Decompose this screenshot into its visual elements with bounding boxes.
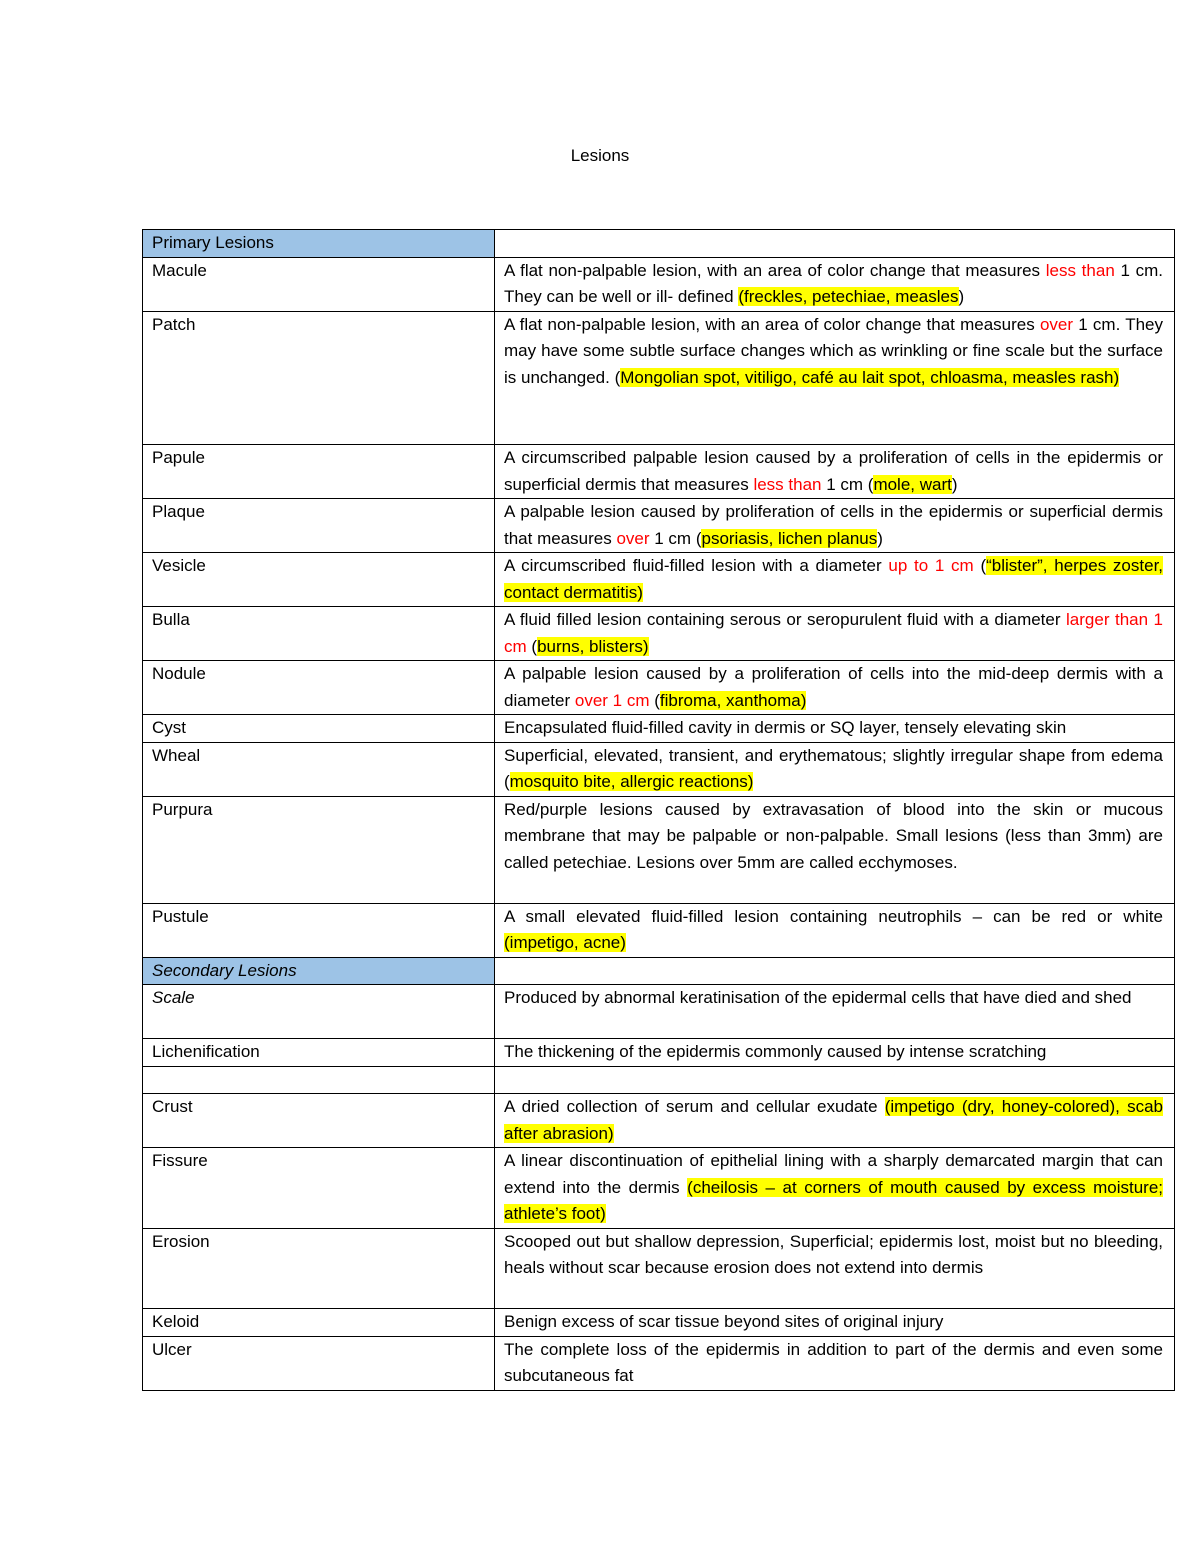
lesion-term: [143, 742, 495, 796]
size-emphasis: less than: [1045, 260, 1115, 280]
definition-text: A linear discontinuation of epithelial lining with a sharply demarcated margin that can extend into the dermis: [504, 1151, 1163, 1197]
lesion-term-text: Secondary Lesions: [152, 960, 297, 980]
table-row: [143, 903, 1175, 957]
lesion-term-text: Vesicle: [152, 556, 206, 575]
lesion-term: [143, 796, 495, 903]
definition-text: A fluid filled lesion containing serous or seropurulent fluid with a diameter: [504, 610, 1067, 629]
lesion-term-text: Keloid: [152, 1312, 200, 1331]
definition-text: A circumscribed palpable lesion caused by a proliferation of cells in the epidermis or superficial dermis that measures: [504, 448, 1163, 494]
lesion-term: [143, 1336, 495, 1390]
lesion-definition: [495, 1039, 1175, 1067]
section-header-row: [143, 230, 1175, 258]
lesion-term: [143, 1309, 495, 1337]
lesion-term-text: Primary Lesions: [152, 233, 274, 252]
lesion-definition: [495, 1094, 1175, 1148]
definition-text: Scooped out but shallow depression, Superficial; epidermis lost, moist but no bleeding, heals without scar because erosion does not extend into dermis: [504, 1231, 1163, 1277]
table-row: [143, 257, 1175, 311]
definition-text: A palpable lesion caused by a proliferation of cells into the mid-deep dermis with a diameter: [504, 664, 1163, 710]
page-title: Lesions: [570, 146, 630, 165]
definition-text: Red/purple lesions caused by extravasation of blood into the skin or mucous membrane that may be palpable or non-palpable. Small lesions (less than 3mm) are called petechiae. Lesions over 5mm are called ecchymoses.: [504, 799, 1163, 872]
definition-text: Superficial, elevated, transient, and erythematous; slightly irregular shape from edema (: [504, 745, 1163, 791]
lesion-definition: [495, 1066, 1175, 1094]
definition-text: 1 cm (: [821, 474, 874, 494]
size-emphasis: up to 1 cm: [888, 556, 974, 575]
example-highlight: Mongolian spot, vitiligo, café au lait spot, chloasma, measles rash): [620, 367, 1120, 387]
size-emphasis: less than: [753, 474, 822, 494]
definition-text: The complete loss of the epidermis in addition to part of the dermis and even some subcutaneous fat: [504, 1339, 1163, 1385]
lesion-term-text: Cyst: [152, 718, 186, 737]
lesion-term: [143, 1228, 495, 1309]
lesion-term-text: Lichenification: [152, 1042, 260, 1061]
lesion-definition: [495, 742, 1175, 796]
lesion-term-text: Papule: [152, 448, 205, 467]
lesion-term: [143, 1094, 495, 1148]
lesion-definition: [495, 957, 1175, 985]
lesion-definition: [495, 661, 1175, 715]
lesion-definition: [495, 1148, 1175, 1229]
lesion-term: [143, 661, 495, 715]
table-row: [143, 499, 1175, 553]
definition-text: 1 cm. They can be well or ill- defined: [504, 260, 1163, 306]
definition-text: (: [973, 556, 987, 575]
lesion-definition: [495, 1228, 1175, 1309]
lesion-definition: [495, 903, 1175, 957]
lesion-term-text: Ulcer: [152, 1339, 192, 1359]
example-highlight: (freckles, petechiae, measles: [738, 287, 959, 306]
lesion-definition: [495, 553, 1175, 607]
definition-text: (: [526, 636, 538, 656]
lesion-term: [143, 607, 495, 661]
lesions-table-body: [143, 230, 1175, 1391]
table-row: [143, 1094, 1175, 1148]
lesion-term: [143, 257, 495, 311]
lesion-definition: [495, 1309, 1175, 1337]
example-highlight: (cheilosis – at corners of mouth caused by excess moisture; athlete’s foot): [504, 1177, 1164, 1223]
lesion-definition: [495, 311, 1175, 445]
example-highlight: fibroma, xanthoma): [659, 690, 807, 710]
lesion-term-text: Wheal: [152, 745, 201, 765]
table-row: [143, 985, 1175, 1039]
definition-text: 1 cm (: [649, 528, 702, 548]
definition-text: 1 cm. They may have some subtle surface changes which as wrinkling or fine scale but the surface is unchanged. (: [504, 314, 1163, 387]
lesion-term: [143, 903, 495, 957]
section-header-row: [143, 957, 1175, 985]
lesion-term-text: Fissure: [152, 1151, 208, 1170]
definition-text: Encapsulated fluid-filled cavity in dermis or SQ layer, tensely elevating skin: [504, 718, 1067, 737]
example-highlight: (impetigo, acne): [504, 933, 626, 952]
lesion-term: [143, 1148, 495, 1229]
lesion-term: [143, 499, 495, 553]
definition-text: A flat non-palpable lesion, with an area of color change that measures: [504, 314, 1040, 334]
lesion-definition: [495, 1336, 1175, 1390]
table-row: [143, 1309, 1175, 1337]
example-highlight: mosquito bite, allergic reactions): [509, 772, 754, 791]
lesion-term-text: Plaque: [152, 502, 205, 521]
size-emphasis: over: [616, 528, 650, 548]
table-row: [143, 796, 1175, 903]
section-title: [143, 957, 495, 985]
table-row: [143, 1148, 1175, 1229]
lesion-term: [143, 553, 495, 607]
lesion-definition: [495, 607, 1175, 661]
size-emphasis: larger than 1 cm: [504, 610, 1163, 656]
example-highlight: psoriasis, lichen planus: [701, 528, 878, 548]
definition-text: ): [958, 287, 965, 306]
table-row: [143, 607, 1175, 661]
table-row: [143, 553, 1175, 607]
lesion-term-text: Patch: [152, 314, 196, 334]
definition-text: Produced by abnormal keratinisation of the epidermal cells that have died and shed: [504, 988, 1132, 1007]
definition-text: The thickening of the epidermis commonly caused by intense scratching: [504, 1042, 1047, 1061]
definition-text: A small elevated fluid-filled lesion containing neutrophils – can be red or white: [504, 906, 1163, 926]
table-row: [143, 661, 1175, 715]
lesion-term-text: Purpura: [152, 799, 213, 819]
lesion-term-text: Bulla: [152, 610, 190, 629]
lesion-term: [143, 985, 495, 1039]
table-row: [143, 1336, 1175, 1390]
definition-text: (: [649, 690, 660, 710]
blank-row: [143, 1066, 1175, 1094]
lesion-term-text: Crust: [152, 1097, 193, 1116]
size-emphasis: over 1 cm: [574, 690, 650, 710]
lesion-definition: [495, 445, 1175, 499]
table-row: [143, 445, 1175, 499]
definition-text: A dried collection of serum and cellular exudate: [504, 1097, 885, 1116]
example-highlight: burns, blisters): [537, 636, 649, 656]
example-highlight: mole, wart: [873, 474, 952, 494]
definition-text: A circumscribed fluid-filled lesion with a diameter: [504, 556, 889, 575]
lesion-term: [143, 311, 495, 445]
example-highlight: (impetigo (dry, honey-colored), scab after abrasion): [504, 1097, 1163, 1143]
definition-text: Benign excess of scar tissue beyond sites of original injury: [504, 1312, 944, 1331]
lesion-definition: [495, 985, 1175, 1039]
lesion-term-text: Nodule: [152, 664, 206, 683]
lesion-term-text: Pustule: [152, 906, 209, 926]
lesion-term: [143, 1066, 495, 1094]
lesion-term: [143, 715, 495, 743]
size-emphasis: over: [1039, 314, 1074, 334]
definition-text: A palpable lesion caused by proliferation of cells in the epidermis or superficial dermis that measures: [504, 502, 1163, 548]
lesion-term: [143, 1039, 495, 1067]
lesion-term-text: Scale: [152, 988, 195, 1007]
table-row: [143, 715, 1175, 743]
lesion-definition: [495, 499, 1175, 553]
definition-text: A flat non-palpable lesion, with an area of color change that measures: [504, 260, 1046, 280]
lesion-term-text: Macule: [152, 260, 207, 280]
lesion-term: [143, 445, 495, 499]
table-row: [143, 1228, 1175, 1309]
table-row: [143, 742, 1175, 796]
lesions-table: [142, 229, 1175, 1391]
definition-text: ): [877, 528, 883, 548]
lesion-definition: [495, 230, 1175, 258]
lesion-definition: [495, 715, 1175, 743]
lesion-definition: [495, 796, 1175, 903]
example-highlight: “blister”, herpes zoster, contact dermatitis): [504, 556, 1164, 602]
definition-text: ): [951, 474, 958, 494]
section-title: [143, 230, 495, 258]
lesion-term-text: Erosion: [152, 1231, 210, 1251]
lesion-definition: [495, 257, 1175, 311]
table-row: [143, 311, 1175, 445]
table-row: [143, 1039, 1175, 1067]
